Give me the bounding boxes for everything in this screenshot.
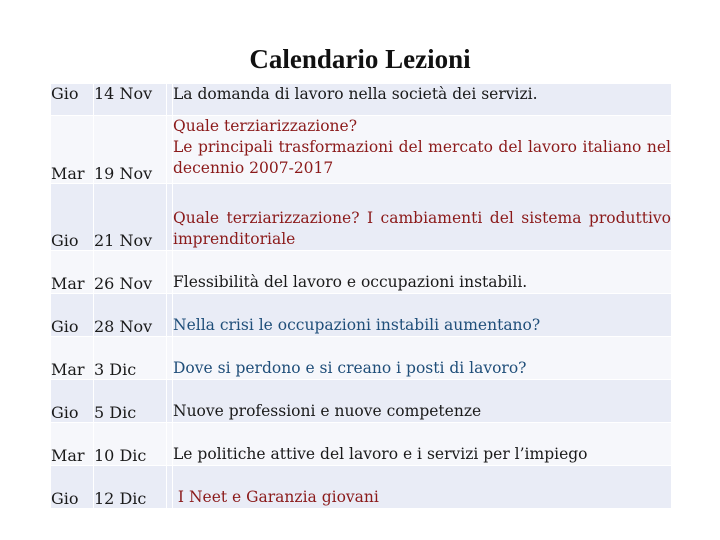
row-day: Gio <box>51 466 94 509</box>
row-day: Mar <box>51 423 94 466</box>
row-topic: Flessibilità del lavoro e occupazioni instabili. <box>173 251 672 294</box>
table-row <box>51 423 672 466</box>
row-date: 3 Dic <box>94 337 167 380</box>
row-day: Mar <box>51 337 94 380</box>
row-topic: Nuove professioni e nuove competenze <box>173 380 672 423</box>
table-row <box>51 380 672 423</box>
page-title: Calendario Lezioni <box>249 44 471 74</box>
row-day: Gio <box>51 380 94 423</box>
row-date: 5 Dic <box>94 380 167 423</box>
row-day: Gio <box>51 294 94 337</box>
row-topic-line1: Quale terziarizzazione? <box>173 117 358 135</box>
table-row <box>51 251 672 294</box>
row-day: Gio <box>51 84 94 116</box>
table-row <box>51 466 672 509</box>
row-topic: Le politiche attive del lavoro e i servizi per l’impiego <box>173 423 672 466</box>
row-topic: I Neet e Garanzia giovani <box>173 466 672 509</box>
row-date: 19 Nov <box>94 116 167 184</box>
row-topic: Dove si perdono e si creano i posti di lavoro? <box>173 337 672 380</box>
table-row <box>51 337 672 380</box>
row-date: 28 Nov <box>94 294 167 337</box>
row-topic-line2: Le principali trasformazioni del mercato del lavoro italiano nel decennio 2007-2017 <box>173 138 671 177</box>
row-topic: Quale terziarizzazione? I cambiamenti del sistema produttivo imprenditoriale <box>173 184 672 251</box>
table-row <box>51 184 672 251</box>
row-day: Gio <box>51 184 94 251</box>
table-row <box>51 294 672 337</box>
schedule-table <box>50 83 672 509</box>
row-date: 26 Nov <box>94 251 167 294</box>
row-topic: Nella crisi le occupazioni instabili aumentano? <box>173 294 672 337</box>
row-day: Mar <box>51 251 94 294</box>
row-topic <box>173 116 672 184</box>
table-row <box>51 116 672 184</box>
row-date: 21 Nov <box>94 184 167 251</box>
row-topic: La domanda di lavoro nella società dei servizi. <box>173 84 672 116</box>
table-row <box>51 84 672 116</box>
row-day: Mar <box>51 116 94 184</box>
row-date: 12 Dic <box>94 466 167 509</box>
row-date: 14 Nov <box>94 84 167 116</box>
row-date: 10 Dic <box>94 423 167 466</box>
